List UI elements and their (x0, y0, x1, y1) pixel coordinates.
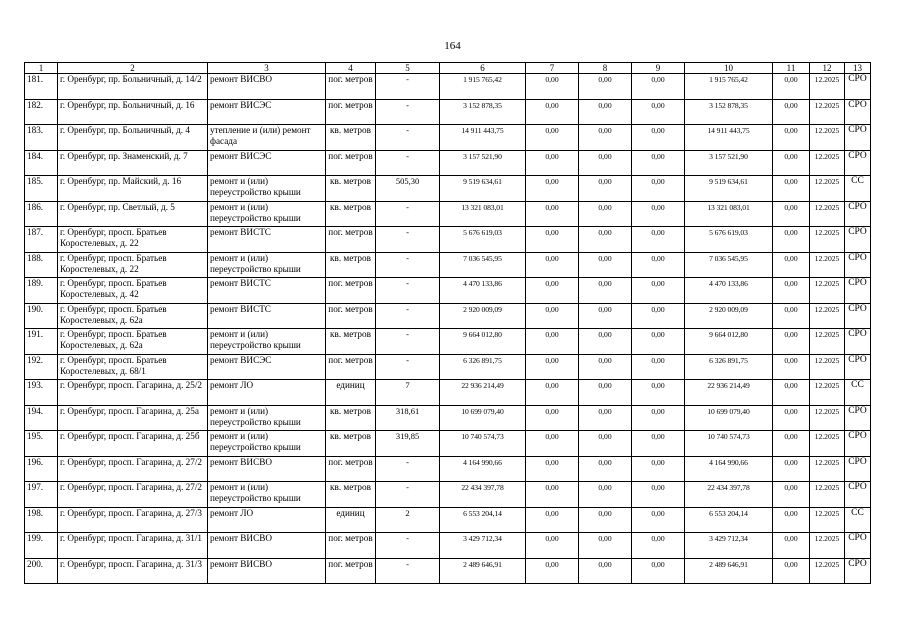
work-type-cell: ремонт ВИСВО (208, 533, 326, 559)
fund-federal-cell: 0,00 (526, 176, 579, 202)
total-cost-cell: 10 699 079,40 (440, 405, 526, 431)
total-cost-cell: 6 326 891,75 (440, 354, 526, 380)
address-cell: г. Оренбург, пр. Светлый, д. 5 (58, 201, 208, 227)
address-cell: г. Оренбург, просп. Гагарина, д. 25/2 (58, 380, 208, 406)
completion-date-cell: 12.2025 (810, 354, 845, 380)
method-cell: СРО (845, 533, 871, 559)
row-number-cell: 190. (25, 303, 58, 329)
table-row (25, 150, 871, 176)
row-number-cell: 182. (25, 99, 58, 125)
quantity-cell: - (376, 252, 440, 278)
table-row (25, 405, 871, 431)
unit-cell: кв. метров (326, 329, 376, 355)
work-type-cell: ремонт и (или) переустройство крыши (208, 482, 326, 508)
method-cell: СРО (845, 278, 871, 304)
unit-cell: пог. метров (326, 533, 376, 559)
fund-federal-cell: 0,00 (526, 558, 579, 584)
work-type-cell: утепление и (или) ремонт фасада (208, 125, 326, 151)
fund-regional-cell: 0,00 (579, 227, 632, 253)
unit-cell: пог. метров (326, 558, 376, 584)
method-cell: СРО (845, 201, 871, 227)
column-header-9: 9 (632, 63, 685, 74)
owner-funds-cell: 22 434 397,78 (685, 482, 773, 508)
table-row (25, 354, 871, 380)
other-funds-cell: 0,00 (773, 99, 810, 125)
unit-cell: пог. метров (326, 278, 376, 304)
owner-funds-cell: 9 519 634,61 (685, 176, 773, 202)
work-type-cell: ремонт ВИСЭС (208, 150, 326, 176)
unit-cell: кв. метров (326, 405, 376, 431)
address-cell: г. Оренбург, просп. Гагарина, д. 31/1 (58, 533, 208, 559)
table-row (25, 482, 871, 508)
method-cell: СРО (845, 303, 871, 329)
other-funds-cell: 0,00 (773, 201, 810, 227)
unit-cell: кв. метров (326, 201, 376, 227)
table-row (25, 329, 871, 355)
table-row (25, 201, 871, 227)
owner-funds-cell: 2 920 009,09 (685, 303, 773, 329)
address-cell: г. Оренбург, пр. Больничный, д. 4 (58, 125, 208, 151)
row-number-cell: 184. (25, 150, 58, 176)
total-cost-cell: 2 489 646,91 (440, 558, 526, 584)
work-type-cell: ремонт ВИСТС (208, 227, 326, 253)
fund-regional-cell: 0,00 (579, 252, 632, 278)
owner-funds-cell: 10 740 574,73 (685, 431, 773, 457)
fund-federal-cell: 0,00 (526, 431, 579, 457)
row-number-cell: 192. (25, 354, 58, 380)
completion-date-cell: 12.2025 (810, 431, 845, 457)
address-cell: г. Оренбург, просп. Братьев Коростелевых, д. 62а (58, 329, 208, 355)
column-header-12: 12 (810, 63, 845, 74)
fund-local-cell: 0,00 (632, 99, 685, 125)
other-funds-cell: 0,00 (773, 405, 810, 431)
fund-local-cell: 0,00 (632, 329, 685, 355)
column-header-13: 13 (845, 63, 871, 74)
row-number-cell: 188. (25, 252, 58, 278)
fund-federal-cell: 0,00 (526, 507, 579, 533)
total-cost-cell: 22 434 397,78 (440, 482, 526, 508)
quantity-cell: - (376, 99, 440, 125)
fund-regional-cell: 0,00 (579, 456, 632, 482)
quantity-cell: - (376, 303, 440, 329)
other-funds-cell: 0,00 (773, 482, 810, 508)
owner-funds-cell: 7 036 545,95 (685, 252, 773, 278)
work-type-cell: ремонт и (или) переустройство крыши (208, 201, 326, 227)
fund-local-cell: 0,00 (632, 125, 685, 151)
other-funds-cell: 0,00 (773, 507, 810, 533)
other-funds-cell: 0,00 (773, 227, 810, 253)
table-row (25, 431, 871, 457)
completion-date-cell: 12.2025 (810, 329, 845, 355)
total-cost-cell: 10 740 574,73 (440, 431, 526, 457)
work-type-cell: ремонт ВИСВО (208, 558, 326, 584)
other-funds-cell: 0,00 (773, 252, 810, 278)
quantity-cell: 7 (376, 380, 440, 406)
table-row (25, 533, 871, 559)
column-header-8: 8 (579, 63, 632, 74)
other-funds-cell: 0,00 (773, 329, 810, 355)
total-cost-cell: 22 936 214,49 (440, 380, 526, 406)
other-funds-cell: 0,00 (773, 354, 810, 380)
work-type-cell: ремонт ВИСВО (208, 456, 326, 482)
table-row (25, 303, 871, 329)
fund-regional-cell: 0,00 (579, 354, 632, 380)
completion-date-cell: 12.2025 (810, 558, 845, 584)
quantity-cell: - (376, 201, 440, 227)
fund-local-cell: 0,00 (632, 482, 685, 508)
fund-federal-cell: 0,00 (526, 150, 579, 176)
method-cell: СРО (845, 99, 871, 125)
row-number-cell: 185. (25, 176, 58, 202)
fund-regional-cell: 0,00 (579, 507, 632, 533)
method-cell: СРО (845, 252, 871, 278)
completion-date-cell: 12.2025 (810, 456, 845, 482)
address-cell: г. Оренбург, просп. Братьев Коростелевых, д. 22 (58, 252, 208, 278)
fund-local-cell: 0,00 (632, 405, 685, 431)
address-cell: г. Оренбург, просп. Гагарина, д. 31/3 (58, 558, 208, 584)
owner-funds-cell: 9 664 012,80 (685, 329, 773, 355)
unit-cell: пог. метров (326, 303, 376, 329)
total-cost-cell: 14 911 443,75 (440, 125, 526, 151)
completion-date-cell: 12.2025 (810, 507, 845, 533)
work-type-cell: ремонт ВИСЭС (208, 99, 326, 125)
method-cell: СРО (845, 125, 871, 151)
unit-cell: кв. метров (326, 482, 376, 508)
work-type-cell: ремонт ЛО (208, 380, 326, 406)
unit-cell: кв. метров (326, 125, 376, 151)
fund-federal-cell: 0,00 (526, 329, 579, 355)
total-cost-cell: 2 920 009,09 (440, 303, 526, 329)
column-header-11: 11 (773, 63, 810, 74)
completion-date-cell: 12.2025 (810, 303, 845, 329)
method-cell: СРО (845, 431, 871, 457)
method-cell: СРО (845, 482, 871, 508)
method-cell: СРО (845, 227, 871, 253)
row-number-cell: 196. (25, 456, 58, 482)
fund-regional-cell: 0,00 (579, 380, 632, 406)
unit-cell: пог. метров (326, 456, 376, 482)
address-cell: г. Оренбург, пр. Майский, д. 16 (58, 176, 208, 202)
row-number-cell: 194. (25, 405, 58, 431)
fund-federal-cell: 0,00 (526, 380, 579, 406)
fund-local-cell: 0,00 (632, 303, 685, 329)
total-cost-cell: 3 429 712,34 (440, 533, 526, 559)
repair-schedule-table (24, 62, 871, 584)
quantity-cell: - (376, 74, 440, 100)
method-cell: СС (845, 380, 871, 406)
fund-federal-cell: 0,00 (526, 74, 579, 100)
completion-date-cell: 12.2025 (810, 227, 845, 253)
other-funds-cell: 0,00 (773, 431, 810, 457)
quantity-cell: - (376, 150, 440, 176)
fund-federal-cell: 0,00 (526, 354, 579, 380)
table-row (25, 125, 871, 151)
owner-funds-cell: 4 470 133,86 (685, 278, 773, 304)
other-funds-cell: 0,00 (773, 74, 810, 100)
total-cost-cell: 4 470 133,86 (440, 278, 526, 304)
quantity-cell: - (376, 125, 440, 151)
fund-federal-cell: 0,00 (526, 482, 579, 508)
table-row (25, 507, 871, 533)
completion-date-cell: 12.2025 (810, 74, 845, 100)
fund-federal-cell: 0,00 (526, 252, 579, 278)
owner-funds-cell: 4 164 990,66 (685, 456, 773, 482)
row-number-cell: 189. (25, 278, 58, 304)
fund-federal-cell: 0,00 (526, 227, 579, 253)
row-number-cell: 183. (25, 125, 58, 151)
table-row (25, 74, 871, 100)
fund-regional-cell: 0,00 (579, 431, 632, 457)
other-funds-cell: 0,00 (773, 176, 810, 202)
column-header-1: 1 (25, 63, 58, 74)
owner-funds-cell: 6 326 891,75 (685, 354, 773, 380)
fund-local-cell: 0,00 (632, 176, 685, 202)
unit-cell: кв. метров (326, 252, 376, 278)
completion-date-cell: 12.2025 (810, 405, 845, 431)
unit-cell: пог. метров (326, 227, 376, 253)
work-type-cell: ремонт ВИСЭС (208, 354, 326, 380)
completion-date-cell: 12.2025 (810, 176, 845, 202)
fund-local-cell: 0,00 (632, 201, 685, 227)
owner-funds-cell: 2 489 646,91 (685, 558, 773, 584)
owner-funds-cell: 3 152 878,35 (685, 99, 773, 125)
fund-local-cell: 0,00 (632, 380, 685, 406)
completion-date-cell: 12.2025 (810, 99, 845, 125)
method-cell: СС (845, 507, 871, 533)
completion-date-cell: 12.2025 (810, 201, 845, 227)
owner-funds-cell: 22 936 214,49 (685, 380, 773, 406)
column-header-4: 4 (326, 63, 376, 74)
unit-cell: пог. метров (326, 99, 376, 125)
address-cell: г. Оренбург, пр. Больничный, д. 14/2 (58, 74, 208, 100)
unit-cell: кв. метров (326, 176, 376, 202)
owner-funds-cell: 3 157 521,90 (685, 150, 773, 176)
header-row (25, 63, 871, 74)
address-cell: г. Оренбург, просп. Гагарина, д. 25а (58, 405, 208, 431)
fund-local-cell: 0,00 (632, 354, 685, 380)
quantity-cell: - (376, 482, 440, 508)
row-number-cell: 198. (25, 507, 58, 533)
row-number-cell: 199. (25, 533, 58, 559)
address-cell: г. Оренбург, просп. Братьев Коростелевых, д. 68/1 (58, 354, 208, 380)
quantity-cell: - (376, 558, 440, 584)
address-cell: г. Оренбург, просп. Братьев Коростелевых, д. 42 (58, 278, 208, 304)
column-header-5: 5 (376, 63, 440, 74)
other-funds-cell: 0,00 (773, 278, 810, 304)
owner-funds-cell: 10 699 079,40 (685, 405, 773, 431)
fund-regional-cell: 0,00 (579, 303, 632, 329)
row-number-cell: 195. (25, 431, 58, 457)
unit-cell: единиц (326, 380, 376, 406)
address-cell: г. Оренбург, просп. Братьев Коростелевых, д. 62а (58, 303, 208, 329)
fund-local-cell: 0,00 (632, 558, 685, 584)
other-funds-cell: 0,00 (773, 125, 810, 151)
unit-cell: единиц (326, 507, 376, 533)
table-row (25, 99, 871, 125)
fund-federal-cell: 0,00 (526, 125, 579, 151)
row-number-cell: 186. (25, 201, 58, 227)
table-body (25, 74, 871, 584)
total-cost-cell: 13 321 083,01 (440, 201, 526, 227)
column-header-3: 3 (208, 63, 326, 74)
fund-local-cell: 0,00 (632, 431, 685, 457)
fund-regional-cell: 0,00 (579, 74, 632, 100)
work-type-cell: ремонт и (или) переустройство крыши (208, 252, 326, 278)
owner-funds-cell: 5 676 619,03 (685, 227, 773, 253)
method-cell: СРО (845, 329, 871, 355)
work-type-cell: ремонт ВИСТС (208, 303, 326, 329)
other-funds-cell: 0,00 (773, 558, 810, 584)
row-number-cell: 181. (25, 74, 58, 100)
column-header-10: 10 (685, 63, 773, 74)
fund-regional-cell: 0,00 (579, 150, 632, 176)
table-row (25, 278, 871, 304)
address-cell: г. Оренбург, просп. Гагарина, д. 27/2 (58, 482, 208, 508)
other-funds-cell: 0,00 (773, 150, 810, 176)
fund-federal-cell: 0,00 (526, 456, 579, 482)
table-row (25, 456, 871, 482)
address-cell: г. Оренбург, просп. Гагарина, д. 27/3 (58, 507, 208, 533)
fund-local-cell: 0,00 (632, 456, 685, 482)
quantity-cell: 318,61 (376, 405, 440, 431)
total-cost-cell: 7 036 545,95 (440, 252, 526, 278)
total-cost-cell: 4 164 990,66 (440, 456, 526, 482)
quantity-cell: 319,85 (376, 431, 440, 457)
address-cell: г. Оренбург, просп. Гагарина, д. 25б (58, 431, 208, 457)
row-number-cell: 187. (25, 227, 58, 253)
column-header-7: 7 (526, 63, 579, 74)
fund-regional-cell: 0,00 (579, 176, 632, 202)
completion-date-cell: 12.2025 (810, 252, 845, 278)
fund-local-cell: 0,00 (632, 252, 685, 278)
row-number-cell: 197. (25, 482, 58, 508)
completion-date-cell: 12.2025 (810, 125, 845, 151)
other-funds-cell: 0,00 (773, 456, 810, 482)
fund-regional-cell: 0,00 (579, 533, 632, 559)
owner-funds-cell: 6 553 204,14 (685, 507, 773, 533)
column-header-2: 2 (58, 63, 208, 74)
work-type-cell: ремонт и (или) переустройство крыши (208, 329, 326, 355)
quantity-cell: - (376, 533, 440, 559)
address-cell: г. Оренбург, пр. Больничный, д. 16 (58, 99, 208, 125)
fund-federal-cell: 0,00 (526, 405, 579, 431)
table-row (25, 176, 871, 202)
completion-date-cell: 12.2025 (810, 278, 845, 304)
address-cell: г. Оренбург, просп. Братьев Коростелевых, д. 22 (58, 227, 208, 253)
total-cost-cell: 9 664 012,80 (440, 329, 526, 355)
unit-cell: пог. метров (326, 150, 376, 176)
method-cell: СРО (845, 456, 871, 482)
work-type-cell: ремонт ЛО (208, 507, 326, 533)
owner-funds-cell: 1 915 765,42 (685, 74, 773, 100)
row-number-cell: 193. (25, 380, 58, 406)
method-cell: СС (845, 176, 871, 202)
fund-local-cell: 0,00 (632, 227, 685, 253)
other-funds-cell: 0,00 (773, 533, 810, 559)
row-number-cell: 200. (25, 558, 58, 584)
fund-local-cell: 0,00 (632, 507, 685, 533)
table-row (25, 380, 871, 406)
quantity-cell: - (376, 456, 440, 482)
fund-federal-cell: 0,00 (526, 533, 579, 559)
fund-local-cell: 0,00 (632, 74, 685, 100)
column-header-6: 6 (440, 63, 526, 74)
fund-local-cell: 0,00 (632, 150, 685, 176)
fund-regional-cell: 0,00 (579, 558, 632, 584)
fund-regional-cell: 0,00 (579, 482, 632, 508)
page-number: 164 (444, 40, 461, 52)
owner-funds-cell: 3 429 712,34 (685, 533, 773, 559)
work-type-cell: ремонт ВИСТС (208, 278, 326, 304)
total-cost-cell: 9 519 634,61 (440, 176, 526, 202)
total-cost-cell: 3 152 878,35 (440, 99, 526, 125)
fund-federal-cell: 0,00 (526, 99, 579, 125)
other-funds-cell: 0,00 (773, 380, 810, 406)
fund-local-cell: 0,00 (632, 533, 685, 559)
completion-date-cell: 12.2025 (810, 482, 845, 508)
table-row (25, 558, 871, 584)
address-cell: г. Оренбург, пр. Знаменский, д. 7 (58, 150, 208, 176)
fund-federal-cell: 0,00 (526, 303, 579, 329)
fund-local-cell: 0,00 (632, 278, 685, 304)
address-cell: г. Оренбург, просп. Гагарина, д. 27/2 (58, 456, 208, 482)
other-funds-cell: 0,00 (773, 303, 810, 329)
table-row (25, 227, 871, 253)
work-type-cell: ремонт и (или) переустройство крыши (208, 176, 326, 202)
method-cell: СРО (845, 74, 871, 100)
work-type-cell: ремонт ВИСВО (208, 74, 326, 100)
method-cell: СРО (845, 150, 871, 176)
total-cost-cell: 1 915 765,42 (440, 74, 526, 100)
unit-cell: пог. метров (326, 74, 376, 100)
fund-regional-cell: 0,00 (579, 405, 632, 431)
owner-funds-cell: 14 911 443,75 (685, 125, 773, 151)
total-cost-cell: 5 676 619,03 (440, 227, 526, 253)
unit-cell: кв. метров (326, 431, 376, 457)
completion-date-cell: 12.2025 (810, 533, 845, 559)
work-type-cell: ремонт и (или) переустройство крыши (208, 431, 326, 457)
work-type-cell: ремонт и (или) переустройство крыши (208, 405, 326, 431)
method-cell: СРО (845, 558, 871, 584)
quantity-cell: - (376, 278, 440, 304)
fund-regional-cell: 0,00 (579, 278, 632, 304)
fund-federal-cell: 0,00 (526, 278, 579, 304)
fund-regional-cell: 0,00 (579, 99, 632, 125)
fund-regional-cell: 0,00 (579, 201, 632, 227)
completion-date-cell: 12.2025 (810, 380, 845, 406)
total-cost-cell: 3 157 521,90 (440, 150, 526, 176)
unit-cell: пог. метров (326, 354, 376, 380)
quantity-cell: - (376, 227, 440, 253)
fund-federal-cell: 0,00 (526, 201, 579, 227)
method-cell: СРО (845, 354, 871, 380)
quantity-cell: 505,30 (376, 176, 440, 202)
owner-funds-cell: 13 321 083,01 (685, 201, 773, 227)
completion-date-cell: 12.2025 (810, 150, 845, 176)
total-cost-cell: 6 553 204,14 (440, 507, 526, 533)
quantity-cell: 2 (376, 507, 440, 533)
method-cell: СРО (845, 405, 871, 431)
quantity-cell: - (376, 354, 440, 380)
table-row (25, 252, 871, 278)
row-number-cell: 191. (25, 329, 58, 355)
fund-regional-cell: 0,00 (579, 329, 632, 355)
quantity-cell: - (376, 329, 440, 355)
fund-regional-cell: 0,00 (579, 125, 632, 151)
